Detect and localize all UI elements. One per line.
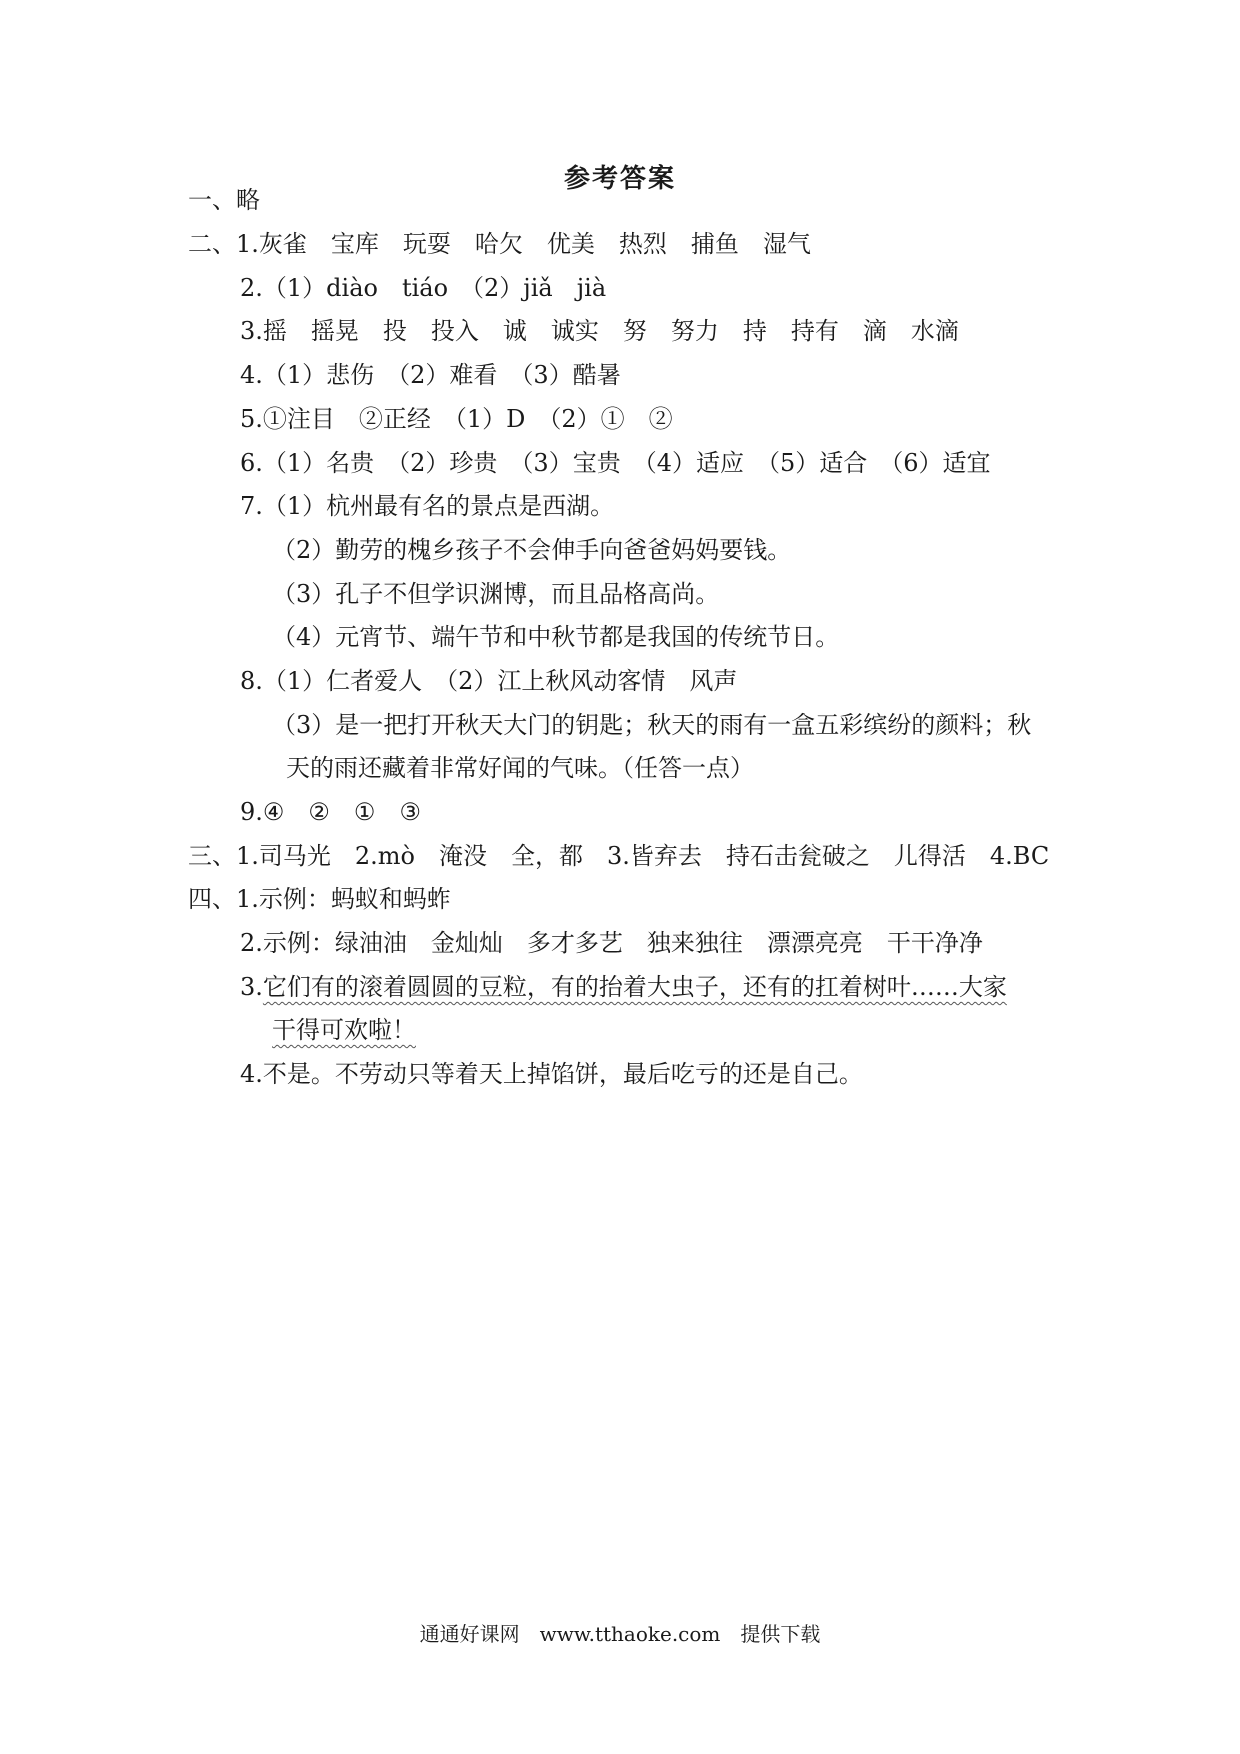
underlined-answer: 它们有的滚着圆圆的豆粒，有的抬着大虫子，还有的扛着树叶……大家 xyxy=(262,973,1007,1001)
page-title: 参考答案 xyxy=(563,164,676,194)
answer-item-8-3-continued: 天的雨还藏着非常好闻的气味。（任答一点） xyxy=(286,754,754,782)
answer-section-4-item-4: 4.不是。不劳动只等着天上掉馅饼，最后吃亏的还是自己。 xyxy=(240,1060,863,1088)
answer-item-9: 9.④ ② ① ③ xyxy=(240,798,421,826)
answer-item-7: 7.（1）杭州最有名的景点是西湖。 xyxy=(240,492,615,520)
answer-item-2: 2.（1）diào tiáo （2）jiǎ jià xyxy=(240,274,607,302)
answer-item-3: 3.摇 摇晃 投 投入 诚 诚实 努 努力 持 持有 滴 水滴 xyxy=(240,317,959,345)
answer-item-7-2: （2）勤劳的槐乡孩子不会伸手向爸爸妈妈要钱。 xyxy=(272,536,792,564)
answer-section-4-item-2: 2.示例：绿油油 金灿灿 多才多艺 独来独往 漂漂亮亮 干干净净 xyxy=(240,929,983,957)
answer-item-5: 5.①注目 ②正经 （1）D （2）① ② xyxy=(240,405,673,433)
answer-section-1: 一、略 xyxy=(188,186,260,214)
answer-section-4-item-3-continued xyxy=(272,1014,416,1046)
answer-item-4: 4.（1）悲伤 （2）难看 （3）酷暑 xyxy=(240,361,621,389)
answer-item-8-3: （3）是一把打开秋天大门的钥匙；秋天的雨有一盒五彩缤纷的颜料；秋 xyxy=(272,711,1032,739)
answer-section-3: 三、1.司马光 2.mò 淹没 全，都 3.皆弃去 持石击瓮破之 儿得活 4.BC xyxy=(188,842,1050,870)
answer-section-4-item-3 xyxy=(240,971,1007,1003)
answer-section-2-item-1: 二、1.灰雀 宝库 玩耍 哈欠 优美 热烈 捕鱼 湿气 xyxy=(188,230,811,258)
answer-item-8: 8.（1）仁者爱人 （2）江上秋风动客情 风声 xyxy=(240,667,738,695)
answer-item-6: 6.（1）名贵 （2）珍贵 （3）宝贵 （4）适应 （5）适合 （6）适宜 xyxy=(240,449,991,477)
answer-item-7-3: （3）孔子不但学识渊博，而且品格高尚。 xyxy=(272,580,720,608)
item-number: 3. xyxy=(240,973,263,1001)
underlined-answer-continued: 干得可欢啦！ xyxy=(272,1016,416,1044)
page-footer: 通通好课网 www.tthaoke.com 提供下载 xyxy=(419,1622,821,1646)
answer-item-7-4: （4）元宵节、端午节和中秋节都是我国的传统节日。 xyxy=(272,623,840,651)
answer-section-4-item-1: 四、1.示例：蚂蚁和蚂蚱 xyxy=(188,885,451,913)
